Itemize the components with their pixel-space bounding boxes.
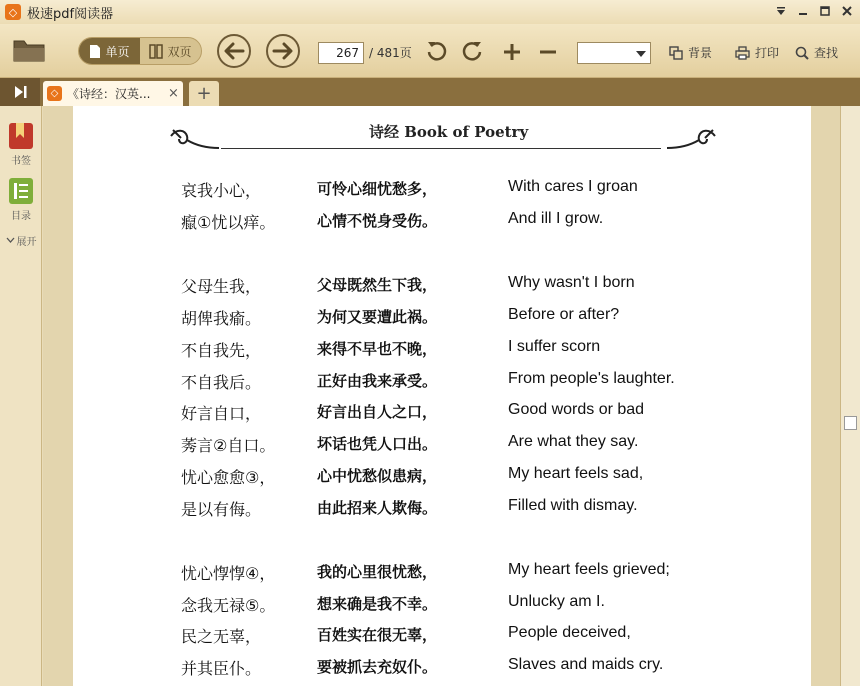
- window-controls: [772, 3, 856, 19]
- tab-bar: [0, 78, 860, 106]
- poem-line-english: Unlucky am I.: [508, 593, 605, 610]
- poem-line-modern: 父母既然生下我，: [317, 276, 438, 294]
- background-icon: [669, 46, 683, 60]
- scrollbar-thumb[interactable]: [844, 416, 857, 430]
- poem-line-english: My heart feels sad,: [508, 465, 644, 482]
- toolbar: [0, 24, 860, 78]
- poem-line-classical: 民之无辜，: [181, 627, 262, 646]
- rotate-right-icon: [461, 40, 483, 62]
- poem-line-modern: 要被抓去充奴仆。: [317, 658, 438, 676]
- zoom-out-button[interactable]: [538, 42, 558, 62]
- poem-line-classical: 不自我先，: [181, 341, 262, 360]
- vertical-scrollbar[interactable]: [840, 106, 860, 686]
- menu-dropdown-icon[interactable]: [772, 3, 790, 19]
- poem-line-classical: 胡俾我瘉。: [181, 309, 262, 328]
- poem-line-modern: 坏话也凭人口出。: [317, 435, 438, 453]
- page-header: [169, 116, 719, 156]
- poem-line-classical: 好言自口，: [181, 404, 262, 423]
- next-page-button[interactable]: [266, 34, 300, 68]
- background-label: 背景: [688, 46, 713, 60]
- collapse-sidebar-icon: [12, 85, 28, 99]
- right-ornament-icon: [665, 126, 717, 154]
- new-tab-button[interactable]: +: [189, 81, 219, 106]
- print-button[interactable]: [735, 44, 779, 61]
- bookmarks-button[interactable]: [0, 122, 42, 167]
- pdf-page: [73, 106, 811, 686]
- single-page-icon: [89, 44, 101, 59]
- poem-line-english: I suffer scorn: [508, 338, 601, 355]
- search-icon: [795, 46, 809, 60]
- zoom-in-button[interactable]: [502, 42, 522, 62]
- rotate-right-button[interactable]: [461, 40, 483, 62]
- poem-line-modern: 可怜心细忧愁多，: [317, 180, 438, 198]
- expand-button[interactable]: [0, 233, 42, 248]
- window-title: 极速pdf阅读器: [27, 6, 114, 22]
- poem-line-classical: 忧心惸惸④，: [181, 564, 276, 583]
- poem-line-modern: 正好由我来承受。: [317, 372, 438, 390]
- poem-line-english: From people's laughter.: [508, 370, 675, 387]
- minus-icon: [538, 42, 558, 62]
- poem-line-english: Filled with dismay.: [508, 497, 638, 514]
- poem-line-modern: 为何又要遭此祸。: [317, 308, 438, 326]
- toc-button[interactable]: [0, 177, 42, 222]
- poem-line-english: Why wasn't I born: [508, 274, 635, 291]
- poem-line-modern: 好言出自人之口，: [317, 403, 438, 421]
- poem-line-modern: 心情不悦身受伤。: [317, 212, 438, 230]
- rotate-left-icon: [426, 40, 448, 62]
- bookmarks-label: 书签: [11, 156, 31, 167]
- poem-line-modern: 心中忧愁似患病，: [317, 467, 438, 485]
- expand-label: 展开: [16, 237, 37, 248]
- rotate-left-button[interactable]: [426, 40, 448, 62]
- single-page-button[interactable]: [79, 38, 140, 64]
- toc-label: 目录: [11, 211, 31, 222]
- print-label: 打印: [755, 46, 780, 60]
- find-button[interactable]: [795, 44, 838, 61]
- title-bar: [0, 0, 860, 24]
- poem-line-english: And ill I grow.: [508, 210, 604, 227]
- close-tab-icon[interactable]: ×: [168, 86, 179, 101]
- header-rule: [221, 148, 661, 149]
- poem-line-modern: 来得不早也不晚，: [317, 340, 438, 358]
- poem-line-classical: 念我无禄⑤。: [181, 596, 276, 615]
- chevron-down-icon: [6, 237, 15, 244]
- app-logo-icon: ◇: [5, 4, 21, 20]
- left-sidebar: [0, 106, 42, 686]
- page-number-input[interactable]: [318, 42, 364, 64]
- single-page-label: 单页: [105, 44, 130, 59]
- poem-line-english: Before or after?: [508, 306, 620, 323]
- poem-line-english: With cares I groan: [508, 178, 638, 195]
- document-view[interactable]: [43, 106, 840, 686]
- sidebar-toggle-button[interactable]: [0, 78, 40, 106]
- poem-line-classical: 并其臣仆。: [181, 659, 262, 678]
- poem-line-classical: 是以有侮。: [181, 500, 262, 519]
- maximize-icon[interactable]: [816, 3, 834, 19]
- poem-line-modern: 由此招来人欺侮。: [317, 499, 438, 517]
- background-button[interactable]: [669, 44, 712, 61]
- arrow-right-icon: [272, 42, 294, 60]
- previous-page-button[interactable]: [217, 34, 251, 68]
- double-page-button[interactable]: [140, 38, 201, 64]
- close-window-icon[interactable]: [838, 3, 856, 19]
- tab-label: 《诗经：汉英...: [67, 87, 151, 101]
- chevron-down-icon: [636, 51, 646, 57]
- poem-line-classical: 忧心愈愈③，: [181, 468, 276, 487]
- poem-line-english: People deceived,: [508, 624, 631, 641]
- poem-line-english: My heart feels grieved;: [508, 561, 670, 578]
- poem-line-classical: 哀我小心，: [181, 181, 262, 200]
- poem-line-classical: 癙①忧以痒。: [181, 213, 276, 232]
- left-ornament-icon: [169, 126, 221, 154]
- arrow-left-icon: [223, 42, 245, 60]
- poem-line-english: Are what they say.: [508, 433, 639, 450]
- poem-line-classical: 莠言②自口。: [181, 436, 276, 455]
- zoom-select[interactable]: [577, 42, 651, 64]
- plus-icon: [502, 42, 522, 62]
- poem-line-modern: 我的心里很忧愁，: [317, 563, 438, 581]
- bookmark-icon: [8, 122, 34, 150]
- poem-line-modern: 想来确是我不幸。: [317, 595, 438, 613]
- double-page-label: 双页: [167, 44, 192, 59]
- find-label: 查找: [814, 46, 839, 60]
- printer-icon: [735, 46, 750, 60]
- total-pages: / 481页: [369, 46, 412, 60]
- poem-line-classical: 不自我后。: [181, 373, 262, 392]
- poem-line-english: Slaves and maids cry.: [508, 656, 664, 673]
- tab-document[interactable]: [43, 81, 183, 106]
- open-folder-icon[interactable]: [12, 37, 46, 63]
- pdf-logo-icon: ◇: [47, 86, 62, 101]
- view-mode-toggle: [78, 37, 202, 65]
- double-page-icon: [149, 44, 163, 59]
- poem-line-modern: 百姓实在很无辜，: [317, 626, 438, 644]
- poem-line-english: Good words or bad: [508, 401, 645, 418]
- table-of-contents-icon: [8, 177, 34, 205]
- page-header-title: 诗经 Book of Poetry: [369, 123, 529, 141]
- minimize-icon[interactable]: [794, 3, 812, 19]
- poem-line-classical: 父母生我，: [181, 277, 262, 296]
